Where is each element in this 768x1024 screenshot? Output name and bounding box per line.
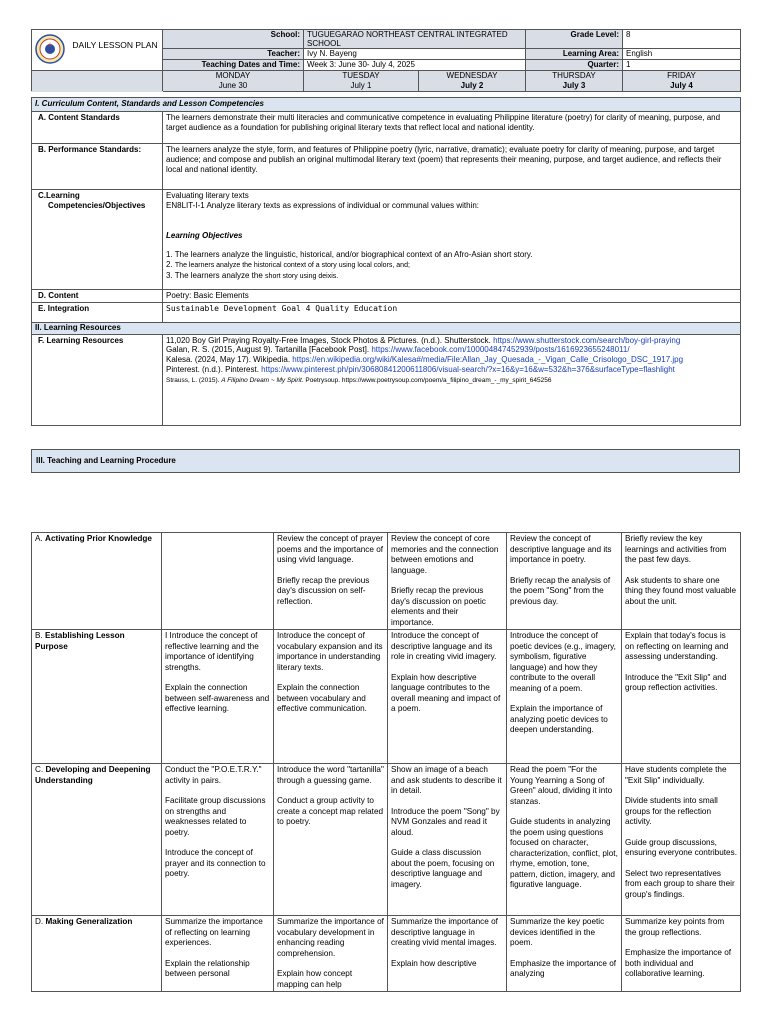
procedure-paragraph: Review the concept of descriptive language and its importance in poetry. bbox=[510, 534, 612, 564]
procedure-paragraph: Explain the connection between self-awareness and effective learning. bbox=[165, 683, 270, 713]
day-header-friday: FRIDAY July 4 bbox=[623, 71, 741, 92]
procedure-row-label: D. Making Generalization bbox=[32, 916, 162, 992]
reference-3: Kalesa. (2024, May 17). Wikipedia. https://en.wikipedia.org/wiki/Kalesa#/media/File:Allan_Jay_Quesada_-_Vigan_Calle_Crisologo_DSC_1917.jpg bbox=[166, 355, 684, 364]
grade-value: 8 bbox=[623, 30, 741, 49]
procedure-paragraph: Select two representatives from each group to share their group's findings. bbox=[625, 868, 735, 899]
procedure-paragraph: Divide students into small groups for the reflection activity. bbox=[625, 796, 718, 826]
procedure-paragraph: Briefly recap the previous day's discussion on self-reflection. bbox=[277, 575, 370, 606]
resources-label: F. Learning Resources bbox=[32, 334, 163, 425]
objectives-title: Learning Objectives bbox=[166, 230, 243, 240]
procedure-paragraph: Introduce the poem "Song" by NVM Gonzales and read it aloud. bbox=[391, 806, 500, 837]
content-label: D. Content bbox=[32, 290, 163, 303]
day-header-wednesday: WEDNESDAY July 2 bbox=[419, 71, 526, 92]
procedure-paragraph: Explain the relationship between personal bbox=[165, 958, 250, 978]
procedure-paragraph: Explain how descriptive language contributes to the overall meaning and impact of a poem. bbox=[391, 672, 501, 713]
procedure-cell-mon bbox=[162, 533, 274, 630]
reference-4: Pinterest. (n.d.). Pinterest. https://www.pinterest.ph/pin/306808412006118​06/visual-search/?x=16&y=16&w=532&h=376&surfaceType=flashlight bbox=[166, 364, 675, 374]
reference-3-link[interactable]: https://en.wikipedia.org/wiki/Kalesa#/media/File:Allan_Jay_Quesada_-_Vigan_Calle_Crisologo_DSC_1917.jpg bbox=[292, 355, 684, 364]
objective-2: 2. The learners analyze the historical context of a story using local colors, and; bbox=[166, 260, 410, 269]
content-standards-text: The learners demonstrate their multi literacies and communicative competence in evaluating Philippine literature (poetry) for clarity of meaning, purpose, and target audience as a foundation for publishing original literary texts that reflect local and national identity. bbox=[163, 112, 741, 144]
procedure-paragraph: Guide students in analyzing the poem using questions focused on character, characterization, conflict, plot, rhyme, emotion, tone, pattern, diction, imagery, and figurative language. bbox=[510, 817, 618, 889]
dates-label: Teaching Dates and Time: bbox=[163, 60, 304, 71]
area-label: Learning Area: bbox=[526, 49, 623, 60]
procedure-row-label: A. Activating Prior Knowledge bbox=[32, 533, 162, 630]
reference-1-link[interactable]: https://www.shutterstock.com/search/boy-girl-praying bbox=[493, 335, 681, 345]
procedure-paragraph: Facilitate group discussions on strengths and weaknesses related to poetry. bbox=[165, 796, 266, 837]
objective-3: 3. The learners analyze the short story using deixis. bbox=[166, 270, 339, 280]
grade-label: Grade Level: bbox=[526, 30, 623, 49]
procedure-cell-thu bbox=[507, 916, 622, 992]
resources-cell bbox=[163, 334, 741, 425]
procedure-paragraph: Have students complete the "Exit Slip" individually. bbox=[625, 765, 727, 785]
competencies-label: C.Learning Competencies/Objectives bbox=[32, 190, 163, 290]
reference-1: 11,020 Boy Girl Praying Royalty-Free Images, Stock Photos & Pictures. (n.d.). Shutterstock. https://www.shutterstock.com/search/boy-girl-praying bbox=[166, 335, 681, 345]
curriculum-table bbox=[31, 97, 741, 426]
procedure-cell-fri bbox=[622, 764, 741, 916]
integration-value: Sustainable Development Goal 4 Quality Education bbox=[163, 302, 741, 322]
procedure-paragraph: Guide group discussions, ensuring everyone contributes. bbox=[625, 837, 737, 857]
integration-label: E. Integration bbox=[32, 302, 163, 322]
procedure-paragraph: Conduct the "P.O.E.T.R.Y." activity in pairs. bbox=[165, 765, 262, 785]
procedure-paragraph: Introduce the concept of vocabulary expansion and its importance in understanding literary texts. bbox=[277, 631, 383, 672]
procedure-paragraph: Introduce the concept of descriptive language and its role in creating vivid imagery. bbox=[391, 631, 497, 661]
procedure-paragraph: Read the poem "For the Young Yearning a Song of Green" aloud, dividing it into stanzas. bbox=[510, 765, 613, 806]
procedure-paragraph: Summarize the importance of reflecting on learning experiences. bbox=[165, 917, 263, 947]
procedure-paragraph: I Introduce the concept of reflective learning and the importance of identifying strengths. bbox=[165, 631, 259, 672]
performance-standards-text: The learners analyze the style, form, and features of Philippine poetry (lyric, narrative, dramatic); evaluate poetry for clarity of meaning, purpose, and target audience; and compose and publish an original multimodal literary text (poem) that represents their meaning, purpose, and target audience, and reflects their local and national identity. bbox=[163, 144, 741, 190]
competencies-cell bbox=[163, 190, 741, 290]
procedure-paragraph: Explain how concept mapping can help bbox=[277, 969, 353, 989]
competency-2: EN8LIT-I-1 Analyze literary texts as expressions of individual or communal values within: bbox=[166, 200, 480, 210]
header-logo-cell bbox=[32, 30, 163, 71]
procedure-paragraph: Summarize the importance of vocabulary development in enhancing reading comprehension. bbox=[277, 917, 384, 958]
teacher-name: Ivy N. Bayeng bbox=[304, 49, 526, 60]
content-value: Poetry: Basic Elements bbox=[163, 290, 741, 303]
reference-2-link[interactable]: https://www.facebook.com/100004847452939/posts/1616923655248011/ bbox=[371, 345, 630, 355]
procedure-paragraph: Conduct a group activity to create a concept map related to poetry. bbox=[277, 796, 384, 826]
procedure-paragraph: Introduce the "Exit Slip" and group reflection activities. bbox=[625, 672, 727, 692]
procedure-paragraph: Introduce the concept of prayer and its connection to poetry. bbox=[165, 848, 266, 878]
procedure-paragraph: Explain the connection between vocabulary and effective communication. bbox=[277, 683, 367, 713]
procedure-paragraph: Briefly recap the analysis of the poem "Song" from the previous day. bbox=[510, 575, 611, 606]
performance-standards-label: B. Performance Standards: bbox=[32, 144, 163, 190]
document-title: DAILY LESSON PLAN bbox=[72, 40, 158, 50]
section-3-title: III. Teaching and Learning Procedure bbox=[31, 449, 740, 473]
reference-5: Strauss, L. (2015). A Filipino Dream ~ My Spirit. Poetrysoup. https://www.poetrysoup.com/poem/a_filipino_dream_-_my_spirit_645256 bbox=[166, 376, 552, 384]
area-value: English bbox=[623, 49, 741, 60]
procedure-row bbox=[32, 533, 741, 630]
procedure-paragraph: Summarize key points from the group reflections. bbox=[625, 917, 725, 937]
school-name: TUGUEGARAO NORTHEAST CENTRAL INTEGRATED SCHOOL bbox=[304, 30, 526, 49]
procedure-paragraph: Introduce the concept of poetic devices (e.g., imagery, symbolism, figurative language) and how they contribute to the overall meaning of a poem. bbox=[510, 631, 616, 693]
quarter-value: 1 bbox=[623, 60, 741, 71]
school-label: School: bbox=[163, 30, 304, 49]
procedure-cell-tue bbox=[274, 764, 388, 916]
competency-1: Evaluating literary texts bbox=[166, 191, 249, 200]
procedure-row-label: B. Establishing Lesson Purpose bbox=[32, 630, 162, 764]
procedure-cell-mon bbox=[162, 916, 274, 992]
content-standards-label: A. Content Standards bbox=[32, 112, 163, 144]
procedure-paragraph: Explain how descriptive bbox=[391, 958, 477, 968]
procedure-paragraph: Explain that today's focus is on reflecting on learning and assessing understanding. bbox=[625, 631, 729, 661]
procedure-cell-thu bbox=[507, 533, 622, 630]
procedure-paragraph: Summarize the importance of descriptive language in creating vivid mental images. bbox=[391, 917, 498, 947]
objective-1: 1. The learners analyze the linguistic, historical, and/or biographical context of an Afro-Asian short story. bbox=[166, 250, 533, 260]
procedure-row bbox=[32, 916, 741, 992]
lesson-plan-header bbox=[31, 29, 741, 92]
procedure-paragraph: Show an image of a beach and ask students to describe it in detail. bbox=[391, 765, 502, 795]
procedure-paragraph: Briefly recap the previous day's discussion on poetic elements and their importance. bbox=[391, 586, 486, 627]
procedure-cell-fri bbox=[622, 630, 741, 764]
procedure-paragraph: Emphasize the importance of analyzing bbox=[510, 958, 617, 978]
procedure-paragraph: Ask students to share one thing they found most valuable about the unit. bbox=[625, 575, 737, 606]
procedure-cell-thu bbox=[507, 764, 622, 916]
procedure-row-label: C. Developing and Deepening Understanding bbox=[32, 764, 162, 916]
procedure-paragraph: Review the concept of core memories and the connection between emotions and language. bbox=[391, 534, 499, 575]
procedure-body bbox=[32, 533, 741, 992]
day-header-row bbox=[32, 71, 741, 92]
day-header-tuesday: TUESDAY July 1 bbox=[304, 71, 419, 92]
procedure-row bbox=[32, 630, 741, 764]
teacher-label: Teacher: bbox=[163, 49, 304, 60]
section-1-title: I. Curriculum Content, Standards and Lesson Competencies bbox=[32, 98, 741, 112]
procedure-cell-mon bbox=[162, 630, 274, 764]
procedure-cell-mon bbox=[162, 764, 274, 916]
procedure-cell-wed bbox=[388, 916, 507, 992]
day-header-spacer bbox=[32, 71, 163, 92]
procedure-cell-wed bbox=[388, 533, 507, 630]
procedure-table bbox=[31, 532, 741, 992]
dates-value: Week 3: June 30- July 4, 2025 bbox=[304, 60, 526, 71]
procedure-paragraph: Introduce the word "tartanilla" through a guessing game. bbox=[277, 765, 384, 785]
procedure-cell-fri bbox=[622, 533, 741, 630]
procedure-cell-wed bbox=[388, 764, 507, 916]
quarter-label: Quarter: bbox=[526, 60, 623, 71]
reference-2: Galan, R. S. (2015, August 9). Tartanilla [Facebook Post]. https://www.facebook.com/100004847452939/posts/1616923655248011/ bbox=[166, 345, 630, 355]
procedure-paragraph: Emphasize the importance of both individual and collaborative learning. bbox=[625, 948, 732, 978]
procedure-cell-tue bbox=[274, 916, 388, 992]
procedure-paragraph: Briefly review the key learnings and activities from the past few days. bbox=[625, 534, 727, 564]
section-2-title: II. Learning Resources bbox=[32, 322, 741, 334]
procedure-paragraph: Summarize the key poetic devices identified in the poem. bbox=[510, 917, 605, 947]
procedure-cell-tue bbox=[274, 630, 388, 764]
procedure-cell-thu bbox=[507, 630, 622, 764]
day-header-thursday: THURSDAY July 3 bbox=[526, 71, 623, 92]
procedure-paragraph: Explain the importance of analyzing poetic devices to deepen understanding. bbox=[510, 704, 608, 734]
procedure-cell-fri bbox=[622, 916, 741, 992]
procedure-paragraph: Review the concept of prayer poems and the importance of using vivid language. bbox=[277, 534, 384, 564]
procedure-cell-wed bbox=[388, 630, 507, 764]
deped-seal-icon bbox=[35, 34, 65, 64]
day-header-monday: MONDAY June 30 bbox=[163, 71, 304, 92]
procedure-paragraph: Guide a class discussion about the poem, focusing on descriptive language and imagery. bbox=[391, 848, 495, 889]
reference-4-link[interactable]: https://www.pinterest.ph/pin/306808412006118​06/visual-search/?x=16&y=16&w=532&h=376&surfaceType=flashlight bbox=[261, 364, 675, 374]
procedure-cell-tue bbox=[274, 533, 388, 630]
procedure-row bbox=[32, 764, 741, 916]
